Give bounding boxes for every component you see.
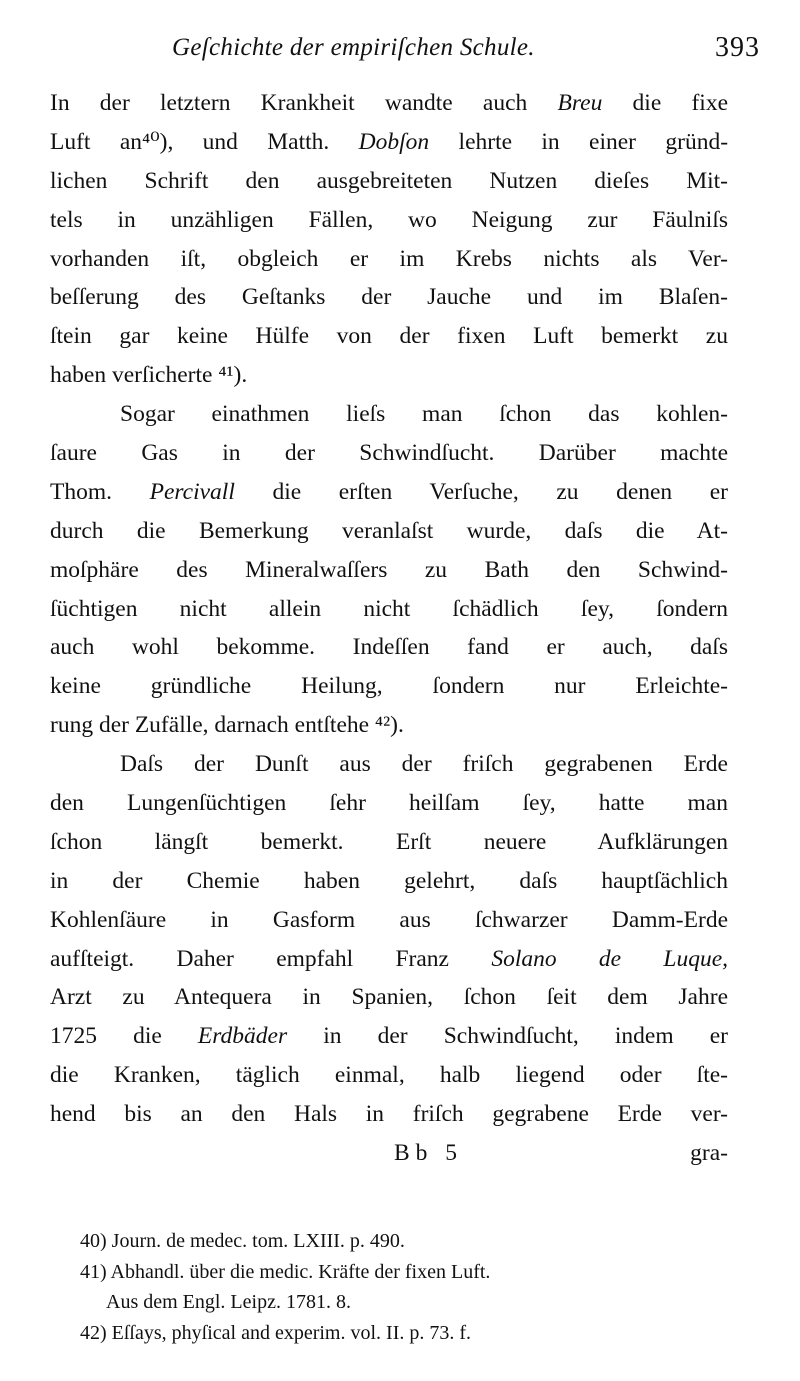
signature-mark: Bb 5	[394, 1140, 464, 1167]
text-line: haben verſicherte ⁴¹).	[50, 362, 248, 389]
text-line: Arzt zu Antequera in Spanien, ſchon ſeit dem Jahre	[50, 984, 728, 1011]
text-line: beſſerung des Geſtanks der Jauche und im Blaſen-	[50, 284, 728, 311]
name-solano: Solano de Luque,	[491, 945, 729, 972]
text-line: Thom. Percivall die erſten Verſuche, zu denen er	[50, 478, 729, 505]
text-line: Sogar einathmen lieſs man ſchon das kohlen-	[120, 401, 728, 428]
text-line: moſphäre des Mineralwaſſers zu Bath den Schwind-	[50, 556, 728, 583]
text-line: lichen Schrift den ausgebreiteten Nutzen dieſes Mit-	[50, 167, 728, 194]
text-line: tels in unzähligen Fällen, wo Neigung zur Fäulniſs	[50, 206, 728, 233]
name-breu: Breu	[557, 90, 603, 116]
page-header	[40, 30, 760, 70]
main-text	[50, 84, 728, 1173]
text-line: 1725 die Erdbäder in der Schwindſucht, indem er	[50, 1023, 728, 1050]
text-line: ſaure Gas in der Schwindſucht. Darüber machte	[50, 440, 728, 467]
footnote-41: 41) Abhandl. über die medic. Kräfte der fixen Luft.	[80, 1260, 491, 1283]
text-line: ſtein gar keine Hülfe von der fixen Luft bemerkt zu	[50, 323, 728, 350]
text-line: den Lungenſüchtigen ſehr heilſam ſey, hatte man	[50, 790, 728, 817]
name-dobson: Dobſon	[358, 128, 430, 155]
text-line: ſüchtigen nicht allein nicht ſchädlich ſey, ſondern	[50, 595, 728, 622]
footnote-41-continued: Aus dem Engl. Leipz. 1781. 8.	[106, 1291, 351, 1313]
footnote-42: 42) Eſſays, phyſical and experim. vol. II. p. 73. f.	[80, 1321, 472, 1344]
text-line: die Kranken, täglich einmal, halb liegend oder ſte-	[50, 1062, 728, 1089]
running-title: Geſchichte der empiriſchen Schule.	[172, 34, 535, 61]
text-line: ſchon längſt bemerkt. Erſt neuere Aufklärungen	[50, 828, 728, 855]
text-line: aufſteigt. Daher empfahl Franz Solano de Luque,	[50, 945, 729, 972]
catchword: gra-	[690, 1140, 728, 1167]
text-line: keine gründliche Heilung, ſondern nur Erleichte-	[50, 673, 728, 700]
signature-line	[50, 1134, 728, 1173]
text-line: in der Chemie haben gelehrt, daſs hauptſächlich	[50, 867, 728, 894]
text-line: auch wohl bekomme. Indeſſen fand er auch, daſs	[50, 634, 728, 661]
footnotes	[80, 1226, 730, 1348]
text-line: Luft an⁴⁰), und Matth. Dobſon lehrte in einer gründ-	[50, 128, 729, 155]
term-erdbaeder: Erdbäder	[197, 1023, 288, 1050]
page-number: 393	[715, 32, 760, 63]
text-line: In der letztern Krankheit wandte auch Breu die fixe	[50, 90, 729, 116]
name-percivall: Percivall	[149, 478, 235, 505]
text-line: Daſs der Dunſt aus der friſch gegrabenen Erde	[120, 751, 728, 778]
text-line: Kohlenſäure in Gasform aus ſchwarzer Damm-Erde	[50, 906, 728, 933]
footnote-40: 40) Journ. de medec. tom. LXIII. p. 490.	[80, 1230, 405, 1252]
text-line: hend bis an den Hals in friſch gegrabene Erde ver-	[50, 1101, 728, 1128]
text-line: rung der Zufälle, darnach entſtehe ⁴²).	[50, 712, 404, 739]
text-line: durch die Bemerkung veranlaſst wurde, daſs die At-	[50, 517, 728, 544]
text-line: vorhanden iſt, obgleich er im Krebs nichts als Ver-	[50, 245, 728, 272]
